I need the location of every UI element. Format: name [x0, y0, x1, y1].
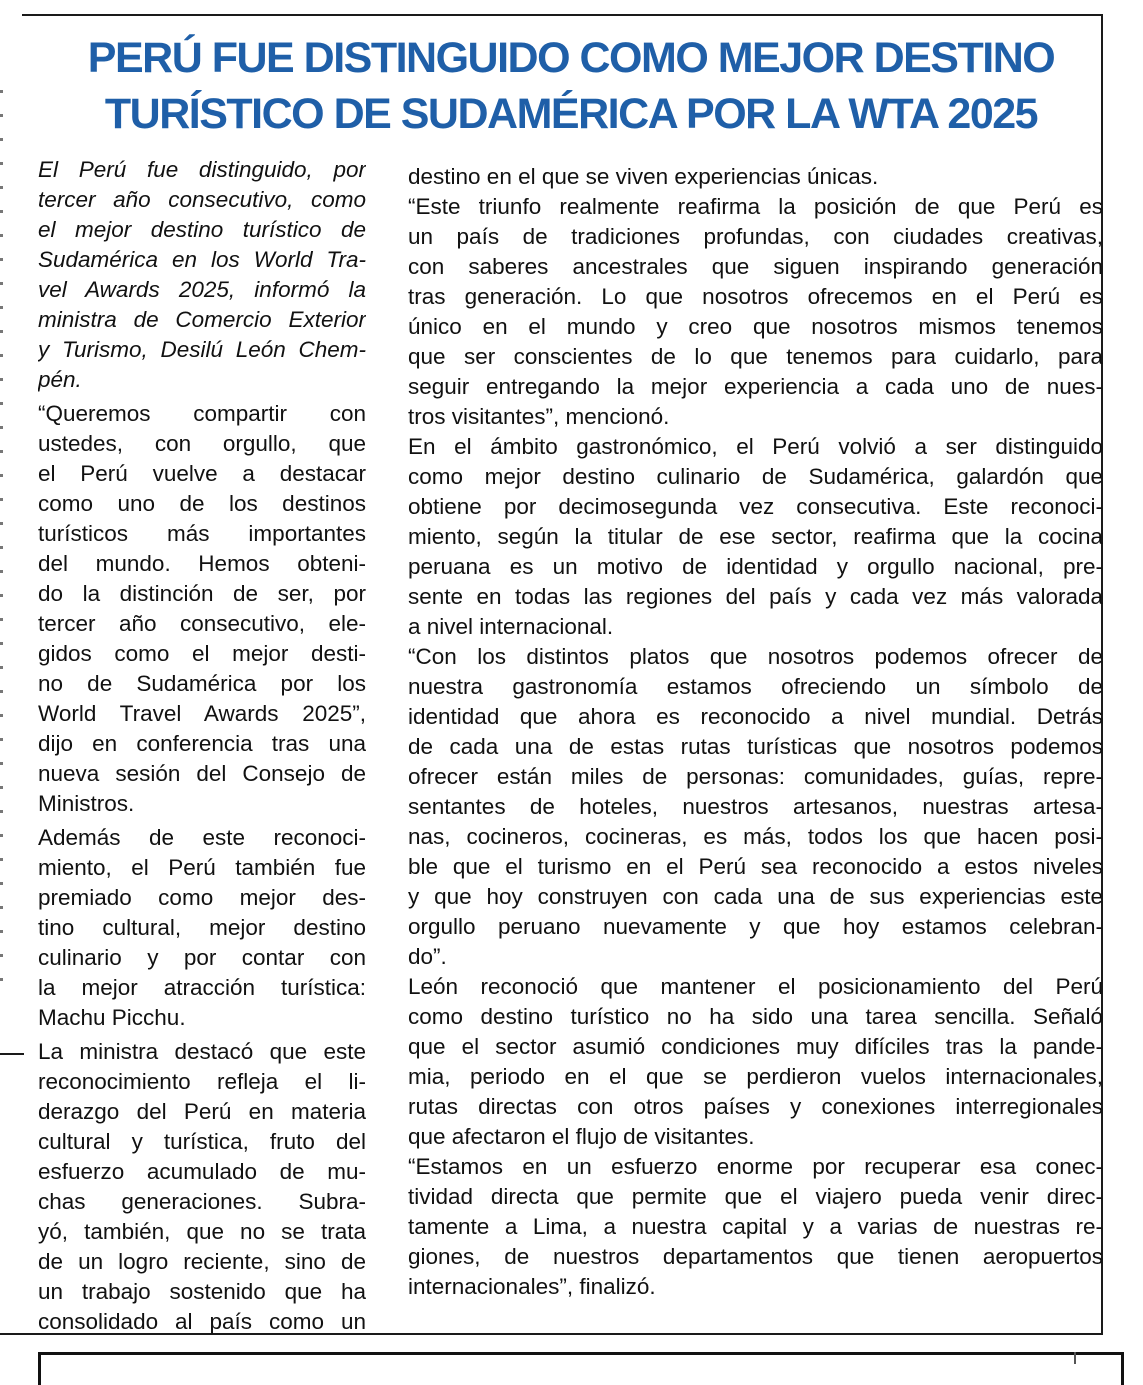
text-line: orgullo peruano nuevamente y que hoy estamos celebran-	[408, 914, 1103, 939]
text-line: el mejor destino turístico de	[38, 217, 366, 242]
text-line: ble que el turismo en el Perú sea reconocido a estos niveles	[408, 854, 1103, 879]
text-line: tercer año consecutivo, ele-	[38, 611, 366, 636]
body-paragraph	[408, 162, 1103, 192]
text-line: do la distinción de ser, por	[38, 581, 366, 606]
text-line: tros visitantes”, mencionó.	[408, 404, 670, 429]
text-line: seguir entregando la mejor experiencia a cada uno de nues-	[408, 374, 1103, 399]
text-line: internacionales”, finalizó.	[408, 1274, 656, 1299]
body-paragraph	[408, 1152, 1103, 1302]
text-line: con saberes ancestrales que siguen inspirando generación	[408, 254, 1103, 279]
page-edge-marks	[0, 90, 3, 990]
text-line: el Perú vuelve a destacar	[38, 461, 366, 486]
text-line: derazgo del Perú en materia	[38, 1099, 366, 1124]
headline-line-2: TURÍSTICO DE SUDAMÉRICA POR LA WTA 2025	[104, 90, 1038, 138]
text-line: chas generaciones. Subra-	[38, 1189, 366, 1214]
text-line: Sudamérica en los World Tra-	[38, 247, 366, 272]
text-line: como uno de los destinos	[38, 491, 366, 516]
text-line: ministra de Comercio Exterior	[38, 307, 366, 332]
text-line: sentantes de hoteles, nuestros artesanos, nuestras artesa-	[408, 794, 1103, 819]
text-line: esfuerzo acumulado de mu-	[38, 1159, 366, 1184]
text-line: premiado como mejor des-	[38, 885, 366, 910]
text-line: Además de este reconoci-	[38, 825, 366, 850]
text-line: El Perú fue distinguido, por	[38, 157, 366, 182]
text-line: yó, también, que no se trata	[38, 1219, 366, 1244]
text-line: tividad directa que permite que el viajero pueda venir direc-	[408, 1184, 1103, 1209]
text-line: que el sector asumió condiciones muy difíciles tras la pande-	[408, 1034, 1103, 1059]
text-line: de un logro reciente, sino de	[38, 1249, 366, 1274]
text-line: rutas directas con otros países y conexiones interregionales	[408, 1094, 1103, 1119]
text-line: nueva sesión del Consejo de	[38, 761, 366, 786]
text-line: la mejor atracción turística:	[38, 975, 366, 1000]
text-line: La ministra destacó que este	[38, 1039, 366, 1064]
text-line: “Con los distintos platos que nosotros podemos ofrecer de	[408, 644, 1103, 669]
text-line: un país de tradiciones profundas, con ciudades creativas,	[408, 224, 1103, 249]
text-line: “Queremos compartir con	[38, 401, 366, 426]
text-line: miento, el Perú también fue	[38, 855, 366, 880]
text-line: consolidado al país como un	[38, 1309, 366, 1334]
article-headline	[40, 30, 1102, 142]
lede-paragraph	[38, 155, 366, 395]
text-line: mia, periodo en el que se perdieron vuelos internacionales,	[408, 1064, 1103, 1089]
text-line: “Este triunfo realmente reafirma la posición de que Perú es	[408, 194, 1103, 219]
text-line: León reconoció que mantener el posicionamiento del Perú	[408, 974, 1103, 999]
text-line: pén.	[38, 367, 82, 392]
text-line: ofrecer están miles de personas: comunidades, guías, repre-	[408, 764, 1103, 789]
next-article-divider	[1074, 1352, 1076, 1364]
text-line: dijo en conferencia tras una	[38, 731, 366, 756]
text-line: un trabajo sostenido que ha	[38, 1279, 366, 1304]
left-column	[38, 155, 366, 1337]
body-paragraph	[408, 432, 1103, 642]
text-line: obtiene por decimosegunda vez consecutiva. Este reconoci-	[408, 494, 1103, 519]
body-paragraph	[408, 192, 1103, 432]
frame-top-rule	[22, 14, 1102, 16]
text-line: cultural y turística, fruto del	[38, 1129, 366, 1154]
body-paragraph	[38, 823, 366, 1033]
text-line: tras generación. Lo que nosotros ofrecemos en el Perú es	[408, 284, 1103, 309]
body-paragraph	[38, 1037, 366, 1337]
text-line: a nivel internacional.	[408, 614, 614, 639]
text-line: sente en todas las regiones del país y cada vez más valorada	[408, 584, 1103, 609]
text-line: y Turismo, Desilú León Chem-	[38, 337, 366, 362]
text-line: miento, según la titular de ese sector, reafirma que la cocina	[408, 524, 1103, 549]
text-line: único en el mundo y creo que nosotros mismos tenemos	[408, 314, 1103, 339]
text-line: no de Sudamérica por los	[38, 671, 366, 696]
text-line: como destino turístico no ha sido una tarea sencilla. Señaló	[408, 1004, 1103, 1029]
text-line: Machu Picchu.	[38, 1005, 186, 1030]
text-line: gidos como el mejor desti-	[38, 641, 366, 666]
text-line: reconocimiento refleja el li-	[38, 1069, 366, 1094]
text-line: Ministros.	[38, 791, 135, 816]
text-line: y que hoy construyen con cada una de sus experiencias este	[408, 884, 1103, 909]
text-line: “Estamos en un esfuerzo enorme por recuperar esa conec-	[408, 1154, 1103, 1179]
text-line: tamente a Lima, a nuestra capital y a varias de nuestras re-	[408, 1214, 1103, 1239]
text-line: peruana es un motivo de identidad y orgullo nacional, pre-	[408, 554, 1103, 579]
text-line: culinario y por contar con	[38, 945, 366, 970]
text-line: que afectaron el flujo de visitantes.	[408, 1124, 755, 1149]
text-line: del mundo. Hemos obteni-	[38, 551, 366, 576]
text-line: nuestra gastronomía estamos ofreciendo un símbolo de	[408, 674, 1103, 699]
text-line: do”.	[408, 944, 447, 969]
text-line: que ser conscientes de lo que tenemos para cuidarlo, para	[408, 344, 1103, 369]
text-line: giones, de nuestros departamentos que tienen aeropuertos	[408, 1244, 1103, 1269]
text-line: World Travel Awards 2025”,	[38, 701, 366, 726]
text-line: como mejor destino culinario de Sudamérica, galardón que	[408, 464, 1103, 489]
frame-left-stub-rule	[0, 1053, 24, 1055]
headline-line-1: PERÚ FUE DISTINGUIDO COMO MEJOR DESTINO	[87, 34, 1055, 82]
text-line: identidad que ahora es reconocido a nivel mundial. Detrás	[408, 704, 1103, 729]
text-line: tino cultural, mejor destino	[38, 915, 366, 940]
text-line: vel Awards 2025, informó la	[38, 277, 366, 302]
body-paragraph	[408, 642, 1103, 972]
right-column	[408, 162, 1103, 1302]
text-line: nas, cocineros, cocineras, es más, todos los que hacen posi-	[408, 824, 1103, 849]
text-line: turísticos más importantes	[38, 521, 366, 546]
text-line: En el ámbito gastronómico, el Perú volvió a ser distinguido	[408, 434, 1103, 459]
next-article-box	[38, 1352, 1124, 1385]
body-paragraph	[38, 399, 366, 819]
text-line: tercer año consecutivo, como	[38, 187, 366, 212]
text-line: de cada una de estas rutas turísticas que nosotros podemos	[408, 734, 1103, 759]
body-paragraph	[408, 972, 1103, 1152]
text-line: ustedes, con orgullo, que	[38, 431, 366, 456]
text-line: destino en el que se viven experiencias únicas.	[408, 164, 879, 189]
